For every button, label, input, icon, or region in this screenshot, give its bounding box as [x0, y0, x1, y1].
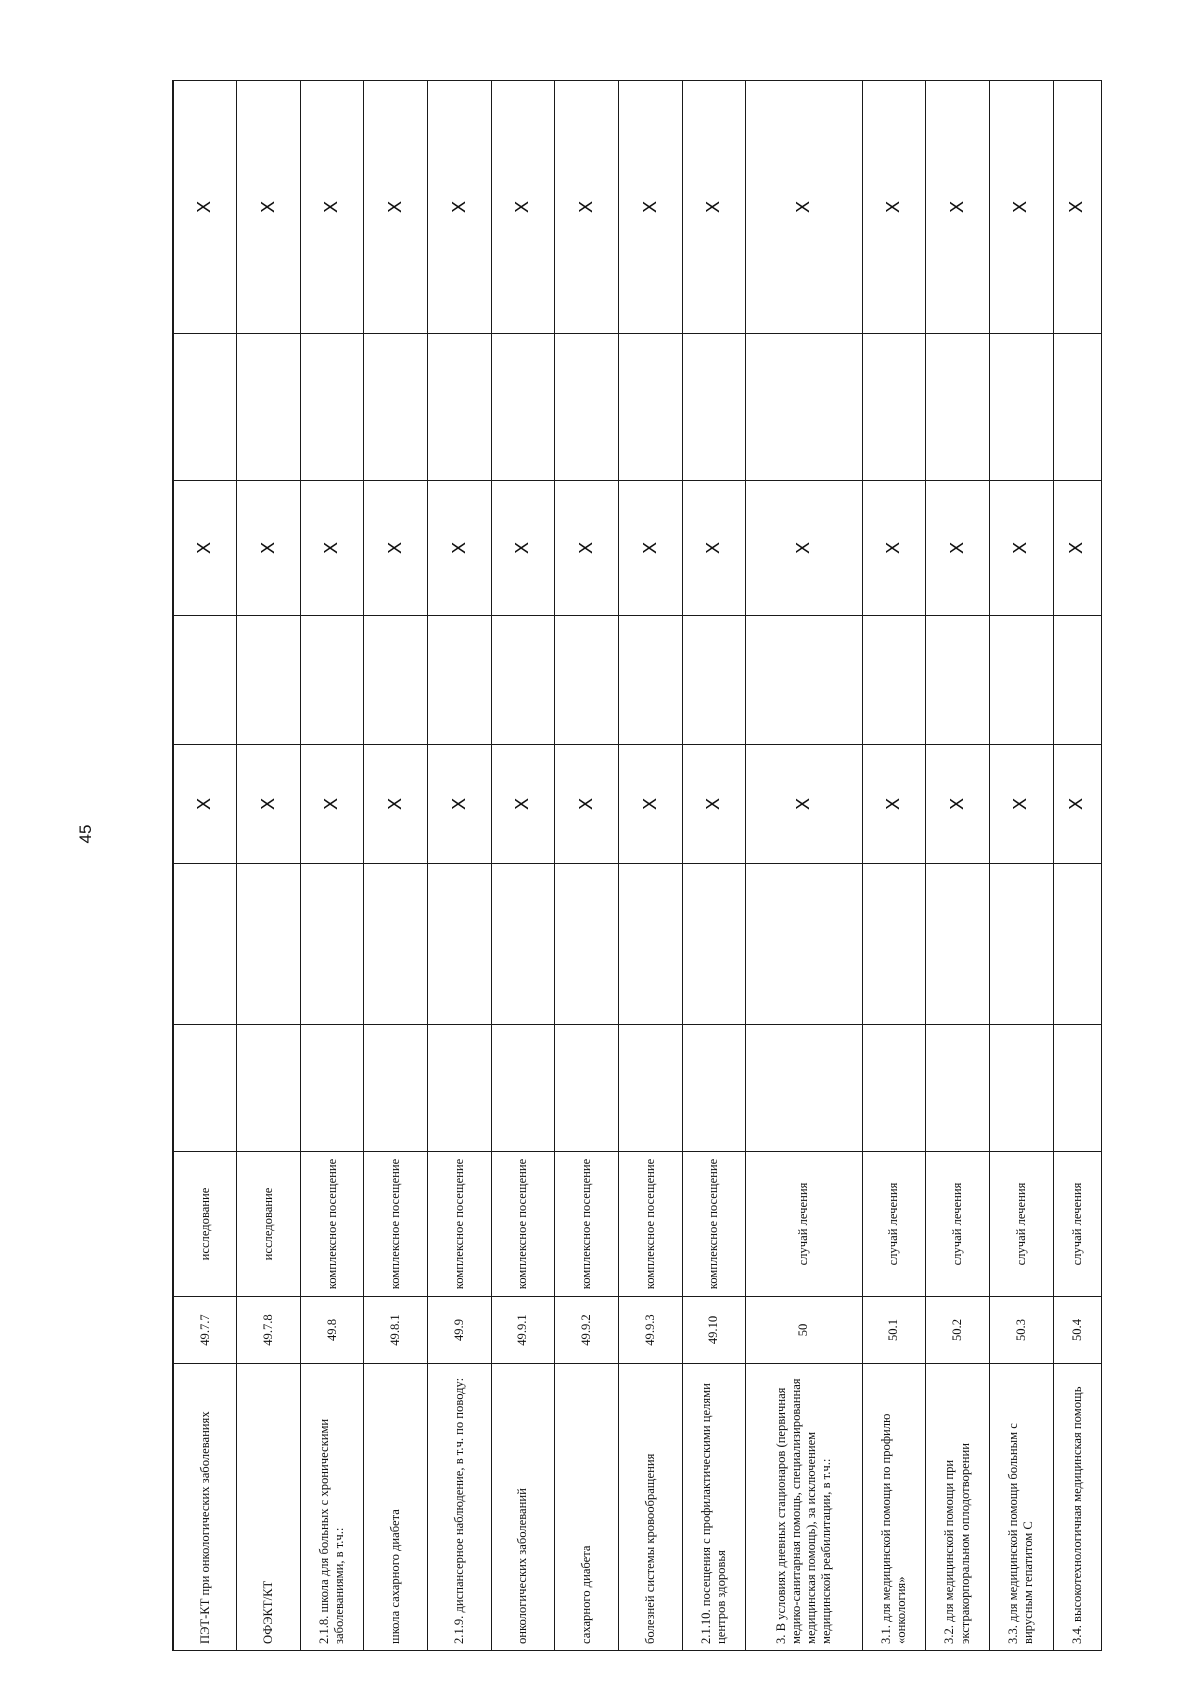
- indicator-name-cell: 2.1.9. диспансерное наблюдение, в т.ч. по поводу:: [428, 1364, 492, 1651]
- table-row: [364, 81, 428, 1651]
- x-mark-cell: X: [173, 81, 237, 334]
- value-cell: [746, 616, 862, 745]
- x-mark-cell: X: [1053, 745, 1101, 864]
- value-cell: [364, 616, 428, 745]
- value-cell: [300, 334, 364, 481]
- value-cell: [926, 864, 990, 1025]
- indicator-name-cell: 3. В условиях дневных стационаров (первичная медико-санитарная помощь, специализированная медицинская помощь), за исключением медицинской реабилитации, в т.ч.:: [746, 1364, 862, 1651]
- value-cell: [428, 616, 492, 745]
- indicator-name-cell: 2.1.10. посещения с профилактическими целями центров здоровья: [682, 1364, 746, 1651]
- value-cell: [989, 334, 1053, 481]
- value-cell: [555, 864, 619, 1025]
- x-mark-cell: X: [862, 81, 926, 334]
- value-cell: [237, 864, 301, 1025]
- table-body: [173, 81, 1102, 1651]
- x-mark-cell: X: [989, 745, 1053, 864]
- value-cell: [618, 864, 682, 1025]
- value-cell: [1053, 1025, 1101, 1152]
- table-row: [491, 81, 555, 1651]
- value-cell: [555, 334, 619, 481]
- indicator-name-cell: 3.3. для медицинской помощи больным с вирусным гепатитом С: [989, 1364, 1053, 1651]
- value-cell: [862, 864, 926, 1025]
- indicator-name-cell: ПЭТ-КТ при онкологических заболеваниях: [173, 1364, 237, 1651]
- x-mark-cell: X: [682, 481, 746, 616]
- value-cell: [618, 1025, 682, 1152]
- x-mark-cell: X: [300, 481, 364, 616]
- page-number: 45: [76, 824, 95, 844]
- row-number-cell: 50.4: [1053, 1297, 1101, 1364]
- value-cell: [1053, 616, 1101, 745]
- x-mark-cell: X: [173, 745, 237, 864]
- value-cell: [491, 1025, 555, 1152]
- x-mark-cell: X: [618, 745, 682, 864]
- value-cell: [364, 1025, 428, 1152]
- row-number-cell: 49.9.3: [618, 1297, 682, 1364]
- value-cell: [428, 864, 492, 1025]
- unit-cell: комплексное посещение: [300, 1152, 364, 1297]
- table-row: [862, 81, 926, 1651]
- value-cell: [237, 1025, 301, 1152]
- x-mark-cell: X: [491, 745, 555, 864]
- indicator-name-cell: онкологических заболеваний: [491, 1364, 555, 1651]
- value-cell: [555, 1025, 619, 1152]
- document-table-container: [172, 81, 1102, 1651]
- x-mark-cell: X: [300, 745, 364, 864]
- value-cell: [300, 616, 364, 745]
- table-row: [1053, 81, 1101, 1651]
- indicator-name-cell: болезней системы кровообращения: [618, 1364, 682, 1651]
- value-cell: [862, 616, 926, 745]
- value-cell: [491, 334, 555, 481]
- unit-cell: комплексное посещение: [428, 1152, 492, 1297]
- value-cell: [862, 1025, 926, 1152]
- x-mark-cell: X: [428, 481, 492, 616]
- table-row: [173, 81, 237, 1651]
- unit-cell: комплексное посещение: [364, 1152, 428, 1297]
- table-row: [989, 81, 1053, 1651]
- value-cell: [862, 334, 926, 481]
- value-cell: [989, 1025, 1053, 1152]
- x-mark-cell: X: [237, 745, 301, 864]
- x-mark-cell: X: [746, 745, 862, 864]
- value-cell: [746, 334, 862, 481]
- unit-cell: случай лечения: [989, 1152, 1053, 1297]
- x-mark-cell: X: [989, 81, 1053, 334]
- x-mark-cell: X: [491, 481, 555, 616]
- unit-cell: комплексное посещение: [555, 1152, 619, 1297]
- table-row: [618, 81, 682, 1651]
- unit-cell: комплексное посещение: [491, 1152, 555, 1297]
- value-cell: [428, 1025, 492, 1152]
- x-mark-cell: X: [926, 481, 990, 616]
- x-mark-cell: X: [618, 481, 682, 616]
- row-number-cell: 50.2: [926, 1297, 990, 1364]
- unit-cell: случай лечения: [1053, 1152, 1101, 1297]
- x-mark-cell: X: [173, 481, 237, 616]
- x-mark-cell: X: [682, 81, 746, 334]
- value-cell: [926, 616, 990, 745]
- unit-cell: комплексное посещение: [682, 1152, 746, 1297]
- indicator-name-cell: 2.1.8. школа для больных с хроническими заболеваниями, в т.ч.:: [300, 1364, 364, 1651]
- row-number-cell: 49.9: [428, 1297, 492, 1364]
- x-mark-cell: X: [237, 481, 301, 616]
- value-cell: [682, 616, 746, 745]
- x-mark-cell: X: [364, 745, 428, 864]
- value-cell: [1053, 334, 1101, 481]
- x-mark-cell: X: [926, 745, 990, 864]
- indicator-name-cell: 3.1. для медицинской помощи по профилю «онкология»: [862, 1364, 926, 1651]
- value-cell: [491, 864, 555, 1025]
- x-mark-cell: X: [746, 481, 862, 616]
- document-table: [172, 80, 1102, 1651]
- table-row: [237, 81, 301, 1651]
- value-cell: [555, 616, 619, 745]
- row-number-cell: 49.9.2: [555, 1297, 619, 1364]
- row-number-cell: 49.8.1: [364, 1297, 428, 1364]
- x-mark-cell: X: [364, 481, 428, 616]
- value-cell: [364, 864, 428, 1025]
- x-mark-cell: X: [428, 745, 492, 864]
- indicator-name-cell: 3.2. для медицинской помощи при экстракорпоральном оплодотворении: [926, 1364, 990, 1651]
- row-number-cell: 49.7.7: [173, 1297, 237, 1364]
- value-cell: [364, 334, 428, 481]
- x-mark-cell: X: [862, 481, 926, 616]
- x-mark-cell: X: [926, 81, 990, 334]
- value-cell: [173, 1025, 237, 1152]
- value-cell: [746, 864, 862, 1025]
- value-cell: [237, 334, 301, 481]
- row-number-cell: 50: [746, 1297, 862, 1364]
- unit-cell: случай лечения: [926, 1152, 990, 1297]
- value-cell: [173, 334, 237, 481]
- value-cell: [237, 616, 301, 745]
- x-mark-cell: X: [555, 481, 619, 616]
- value-cell: [989, 864, 1053, 1025]
- x-mark-cell: X: [1053, 81, 1101, 334]
- value-cell: [491, 616, 555, 745]
- unit-cell: случай лечения: [746, 1152, 862, 1297]
- value-cell: [300, 1025, 364, 1152]
- indicator-name-cell: 3.4. высокотехнологичная медицинская помощь: [1053, 1364, 1101, 1651]
- x-mark-cell: X: [1053, 481, 1101, 616]
- x-mark-cell: X: [428, 81, 492, 334]
- value-cell: [682, 864, 746, 1025]
- table-row: [746, 81, 862, 1651]
- x-mark-cell: X: [491, 81, 555, 334]
- row-number-cell: 49.8: [300, 1297, 364, 1364]
- value-cell: [682, 1025, 746, 1152]
- value-cell: [989, 616, 1053, 745]
- table-row: [300, 81, 364, 1651]
- x-mark-cell: X: [989, 481, 1053, 616]
- value-cell: [926, 334, 990, 481]
- unit-cell: комплексное посещение: [618, 1152, 682, 1297]
- value-cell: [682, 334, 746, 481]
- x-mark-cell: X: [746, 81, 862, 334]
- row-number-cell: 49.7.8: [237, 1297, 301, 1364]
- value-cell: [300, 864, 364, 1025]
- value-cell: [173, 616, 237, 745]
- x-mark-cell: X: [237, 81, 301, 334]
- x-mark-cell: X: [618, 81, 682, 334]
- indicator-name-cell: ОФЭКТ/КТ: [237, 1364, 301, 1651]
- table-row: [682, 81, 746, 1651]
- x-mark-cell: X: [555, 81, 619, 334]
- x-mark-cell: X: [682, 745, 746, 864]
- value-cell: [746, 1025, 862, 1152]
- row-number-cell: 50.1: [862, 1297, 926, 1364]
- row-number-cell: 50.3: [989, 1297, 1053, 1364]
- row-number-cell: 49.10: [682, 1297, 746, 1364]
- unit-cell: исследование: [173, 1152, 237, 1297]
- value-cell: [618, 616, 682, 745]
- value-cell: [618, 334, 682, 481]
- value-cell: [1053, 864, 1101, 1025]
- x-mark-cell: X: [364, 81, 428, 334]
- table-row: [428, 81, 492, 1651]
- value-cell: [173, 864, 237, 1025]
- value-cell: [428, 334, 492, 481]
- unit-cell: исследование: [237, 1152, 301, 1297]
- x-mark-cell: X: [300, 81, 364, 334]
- row-number-cell: 49.9.1: [491, 1297, 555, 1364]
- x-mark-cell: X: [862, 745, 926, 864]
- table-row: [555, 81, 619, 1651]
- indicator-name-cell: школа сахарного диабета: [364, 1364, 428, 1651]
- x-mark-cell: X: [555, 745, 619, 864]
- indicator-name-cell: сахарного диабета: [555, 1364, 619, 1651]
- unit-cell: случай лечения: [862, 1152, 926, 1297]
- value-cell: [926, 1025, 990, 1152]
- table-row: [926, 81, 990, 1651]
